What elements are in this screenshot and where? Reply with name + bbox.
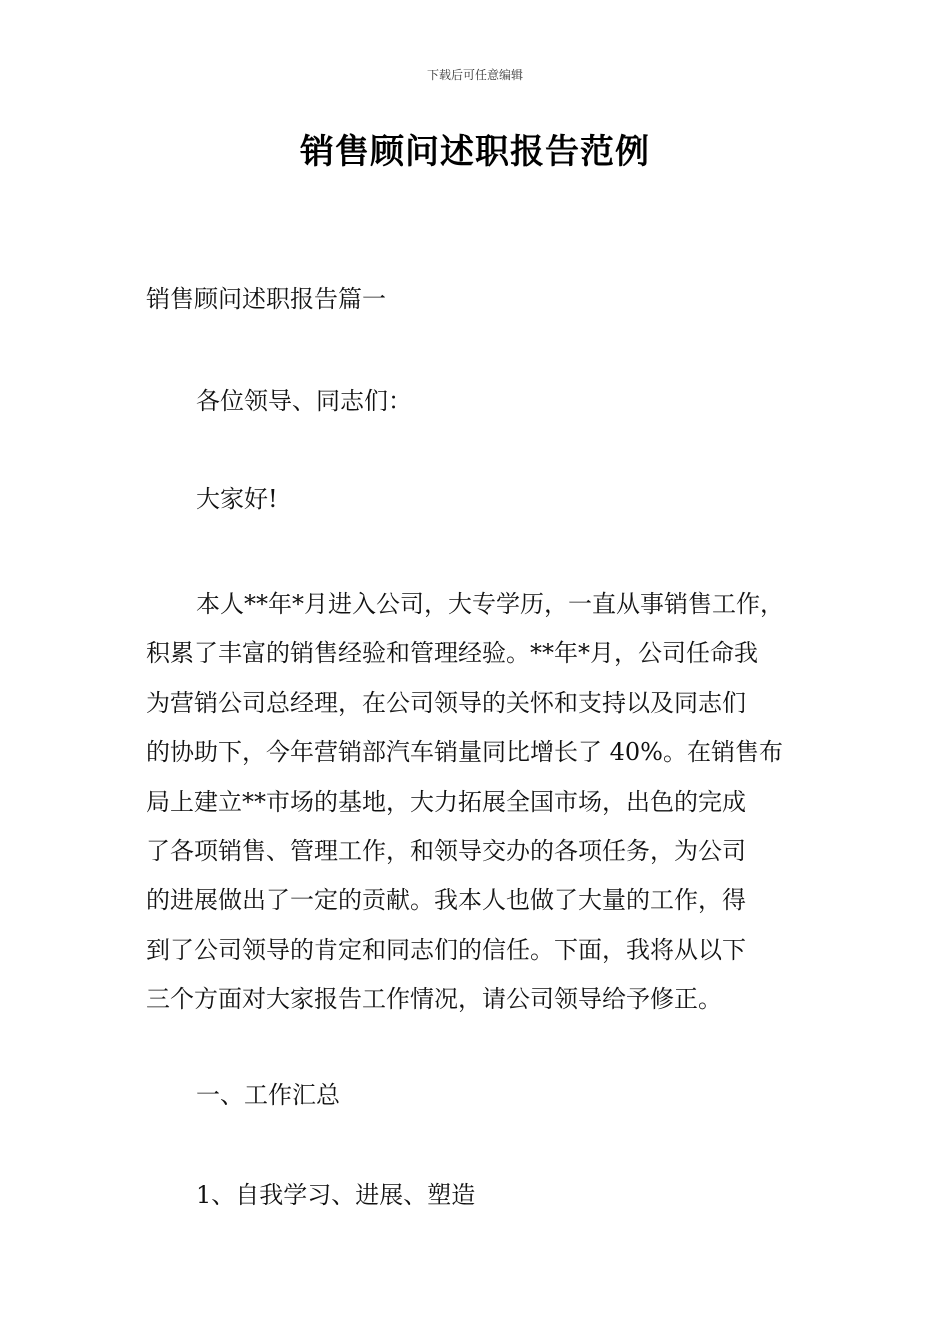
paragraph-line: 到了公司领导的肯定和同志们的信任。下面，我将从以下	[146, 935, 746, 964]
paragraph-line: 局上建立**市场的基地，大力拓展全国市场，出色的完成	[146, 787, 746, 816]
paragraph-line: 的进展做出了一定的贡献。我本人也做了大量的工作，得	[146, 886, 746, 915]
paragraph-line: 了各项销售、管理工作，和领导交办的各项任务，为公司	[146, 836, 746, 865]
page-title: 销售顾问述职报告范例	[300, 132, 650, 172]
greeting: 各位领导、同志们：	[196, 387, 412, 415]
paragraph-line: 三个方面对大家报告工作情况，请公司领导给予修正。	[146, 985, 722, 1014]
section-heading: 销售顾问述职报告篇一	[146, 285, 386, 313]
paragraph-line: 为营销公司总经理，在公司领导的关怀和支持以及同志们	[146, 688, 746, 717]
body-paragraph	[146, 580, 806, 1025]
header-note: 下载后可任意编辑	[426, 68, 523, 82]
paragraph-line: 积累了丰富的销售经验和管理经验。**年*月，公司任命我	[146, 639, 758, 668]
hello-line: 大家好!	[196, 485, 278, 513]
paragraph-line: 的协助下，今年营销部汽车销量同比增长了 40%。在销售布	[146, 738, 783, 767]
subheading-self-learning: 1、自我学习、进展、塑造	[196, 1181, 476, 1209]
paragraph-line: 本人**年*月进入公司，大专学历，一直从事销售工作，	[196, 590, 784, 618]
subheading-work-summary: 一、工作汇总	[196, 1081, 340, 1109]
